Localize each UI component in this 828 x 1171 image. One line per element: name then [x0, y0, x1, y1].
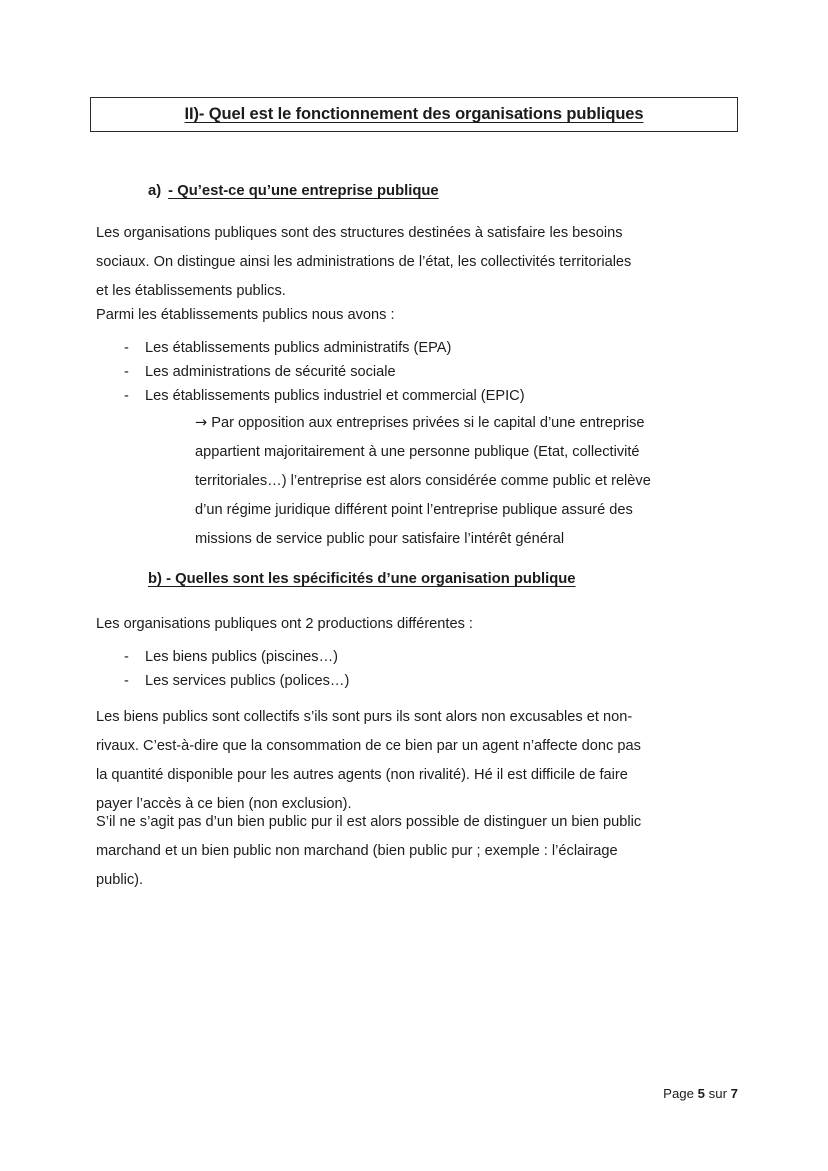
list-item-label: Les administrations de sécurité sociale — [145, 364, 396, 380]
arrow-note-block — [195, 408, 725, 554]
paragraph-line: public). — [96, 872, 144, 888]
paragraph-line: Les organisations publiques ont 2 productions différentes : — [96, 616, 473, 632]
list-item — [124, 645, 349, 669]
paragraph-line: et les établissements publics. — [96, 283, 286, 299]
arrow-note-line: territoriales…) l’entreprise est alors considérée comme public et relève — [195, 473, 651, 489]
paragraph-line: marchand et un bien public non marchand (bien public pur ; exemple : l’éclairage — [96, 843, 618, 859]
heading-subsection-a — [148, 183, 439, 199]
list-etablissements-publics — [124, 336, 525, 408]
bullet-dash-icon: - — [124, 388, 129, 404]
list-item — [124, 336, 525, 360]
paragraph-list-intro-a — [96, 301, 724, 330]
list-item — [124, 384, 525, 408]
heading-subsection-b: b) - Quelles sont les spécificités d’une organisation publique — [148, 571, 576, 587]
list-item-label: Les services publics (polices…) — [145, 673, 350, 689]
arrow-right-icon: → — [195, 414, 208, 431]
arrow-note-line: d’un régime juridique différent point l’entreprise publique assuré des — [195, 502, 633, 518]
list-item-label: Les biens publics (piscines…) — [145, 649, 339, 665]
bullet-dash-icon: - — [124, 673, 129, 689]
paragraph-line: sociaux. On distingue ainsi les administrations de l’état, les collectivités territoriales — [96, 254, 632, 270]
arrow-note-line — [195, 408, 725, 438]
footer-prefix: Page — [663, 1086, 694, 1101]
heading-a-marker: a) — [148, 183, 162, 199]
footer-current-page: 5 — [697, 1086, 705, 1101]
list-item-label: Les établissements publics administratifs (EPA) — [145, 340, 452, 356]
bullet-dash-icon: - — [124, 364, 129, 380]
paragraph-line: S’il ne s’agit pas d’un bien public pur il est alors possible de distinguer un bien public — [96, 814, 642, 830]
list-item — [124, 360, 525, 384]
heading-a-label: - Qu’est-ce qu’une entreprise publique — [168, 183, 439, 199]
paragraph-biens-publics-collectifs — [96, 703, 724, 819]
paragraph-line: rivaux. C’est-à-dire que la consommation de ce bien par un agent n’affecte donc pas — [96, 738, 641, 754]
bullet-dash-icon: - — [124, 649, 129, 665]
arrow-note-line: missions de service public pour satisfaire l’intérêt général — [195, 531, 565, 547]
footer-total-pages: 7 — [730, 1086, 738, 1101]
list-item — [124, 669, 349, 693]
paragraph-organisations-publiques — [96, 219, 724, 306]
list-productions — [124, 645, 349, 693]
paragraph-list-intro-b — [96, 610, 724, 639]
arrow-note-line: appartient majoritairement à une personne publique (Etat, collectivité — [195, 444, 640, 460]
section-title-box — [90, 97, 738, 132]
paragraph-line: payer l’accès à ce bien (non exclusion). — [96, 796, 352, 812]
bullet-dash-icon: - — [124, 340, 129, 356]
arrow-note-text: Par opposition aux entreprises privées si le capital d’une entreprise — [211, 415, 645, 431]
paragraph-line: la quantité disponible pour les autres agents (non rivalité). Hé il est difficile de faire — [96, 767, 628, 783]
list-item-label: Les établissements publics industriel et commercial (EPIC) — [145, 388, 525, 404]
page-title: II)- Quel est le fonctionnement des organisations publiques — [184, 105, 644, 123]
footer-separator: sur — [708, 1086, 727, 1101]
paragraph-line: Les biens publics sont collectifs s’ils sont purs ils sont alors non excusables et non- — [96, 709, 633, 725]
paragraph-line: Parmi les établissements publics nous avons : — [96, 307, 395, 323]
paragraph-line: Les organisations publiques sont des structures destinées à satisfaire les besoins — [96, 225, 623, 241]
paragraph-bien-public-marchand — [96, 808, 724, 895]
page-footer — [663, 1086, 738, 1101]
